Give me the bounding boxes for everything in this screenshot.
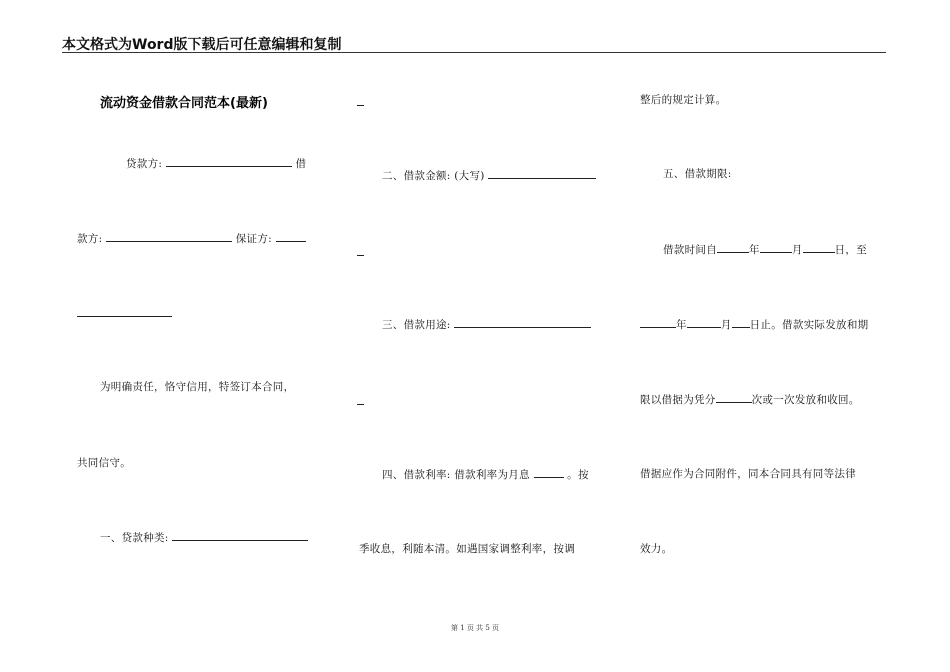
- loan-type-label: 一、贷款种类:: [100, 532, 169, 544]
- rate-adjust-end: 整后的规定计算。: [640, 94, 727, 106]
- borrower-blank: [106, 231, 232, 242]
- lender-label: 贷款方:: [126, 158, 163, 170]
- loan-amount-label: 二、借款金额: (大写): [382, 170, 485, 182]
- disbursement-line: [640, 392, 860, 407]
- interest-rate-line: [382, 467, 589, 482]
- lender-line: [126, 156, 306, 171]
- interest-rate-label: 四、借款利率: 借款利率为月息: [382, 469, 530, 481]
- start-day-blank: [803, 242, 835, 253]
- disbursement-prefix: 限以借据为凭分: [640, 394, 716, 406]
- month-label: 月: [791, 244, 803, 256]
- legal-effect-line: 效力。: [640, 543, 673, 555]
- loan-purpose-line: [382, 317, 591, 332]
- loan-purpose-label: 三、借款用途:: [382, 319, 451, 331]
- paragraph-purpose-end: 共同信守。: [77, 457, 131, 469]
- loan-term-heading: 五、借款期限:: [663, 168, 732, 180]
- loan-purpose-blank: [454, 317, 591, 328]
- document-header: 本文格式为Word版下载后可任意编辑和复制: [62, 37, 342, 53]
- interest-rate-blank: [534, 467, 564, 478]
- end-month-blank: [687, 317, 721, 328]
- loan-type-blank: [172, 530, 308, 541]
- paragraph-purpose: 为明确责任，恪守信用，特签订本合同，: [100, 381, 295, 393]
- column-mark: [357, 404, 364, 405]
- loan-amount-blank: [488, 168, 596, 179]
- loan-term-to: 日，至: [834, 244, 868, 256]
- page-number: 第 1 页 共 5 页: [450, 624, 500, 632]
- year-label: 年: [676, 319, 687, 331]
- loan-type-line: [100, 530, 308, 545]
- loan-term-from: 借款时间自: [663, 244, 717, 256]
- header-rule: [62, 52, 886, 53]
- interest-rate-tail: 。按: [567, 469, 589, 481]
- start-year-blank: [717, 242, 749, 253]
- end-day-blank: [732, 317, 750, 328]
- column-mark: [357, 105, 364, 106]
- interest-rate-continuation: 季收息，利随本清。如遇国家调整利率，按调: [359, 543, 575, 555]
- guarantor-blank: [276, 231, 306, 242]
- document-title: 流动资金借款合同范本(最新): [100, 96, 268, 111]
- column-mark: [357, 255, 364, 256]
- guarantor-blank-2: [77, 306, 172, 317]
- guarantor-label: 保证方:: [235, 233, 272, 245]
- receipt-attachment-line: 借据应作为合同附件，同本合同具有同等法律: [640, 468, 856, 480]
- month-label: 月: [720, 319, 732, 331]
- borrower-label: 款方:: [77, 233, 103, 245]
- loan-term-end-line: [640, 317, 868, 332]
- disbursement-suffix: 次或一次发放和收回。: [751, 394, 860, 406]
- start-month-blank: [760, 242, 792, 253]
- loan-term-start-line: [663, 242, 867, 257]
- year-label: 年: [749, 244, 760, 256]
- guarantor-continuation: [77, 306, 172, 321]
- borrow-char: 借: [295, 158, 307, 170]
- borrower-line: [77, 231, 306, 246]
- end-year-blank: [640, 317, 676, 328]
- loan-amount-line: [382, 168, 596, 183]
- loan-term-until: 日止。借款实际发放和期: [749, 319, 869, 331]
- installment-blank: [716, 392, 752, 403]
- lender-blank: [166, 156, 292, 167]
